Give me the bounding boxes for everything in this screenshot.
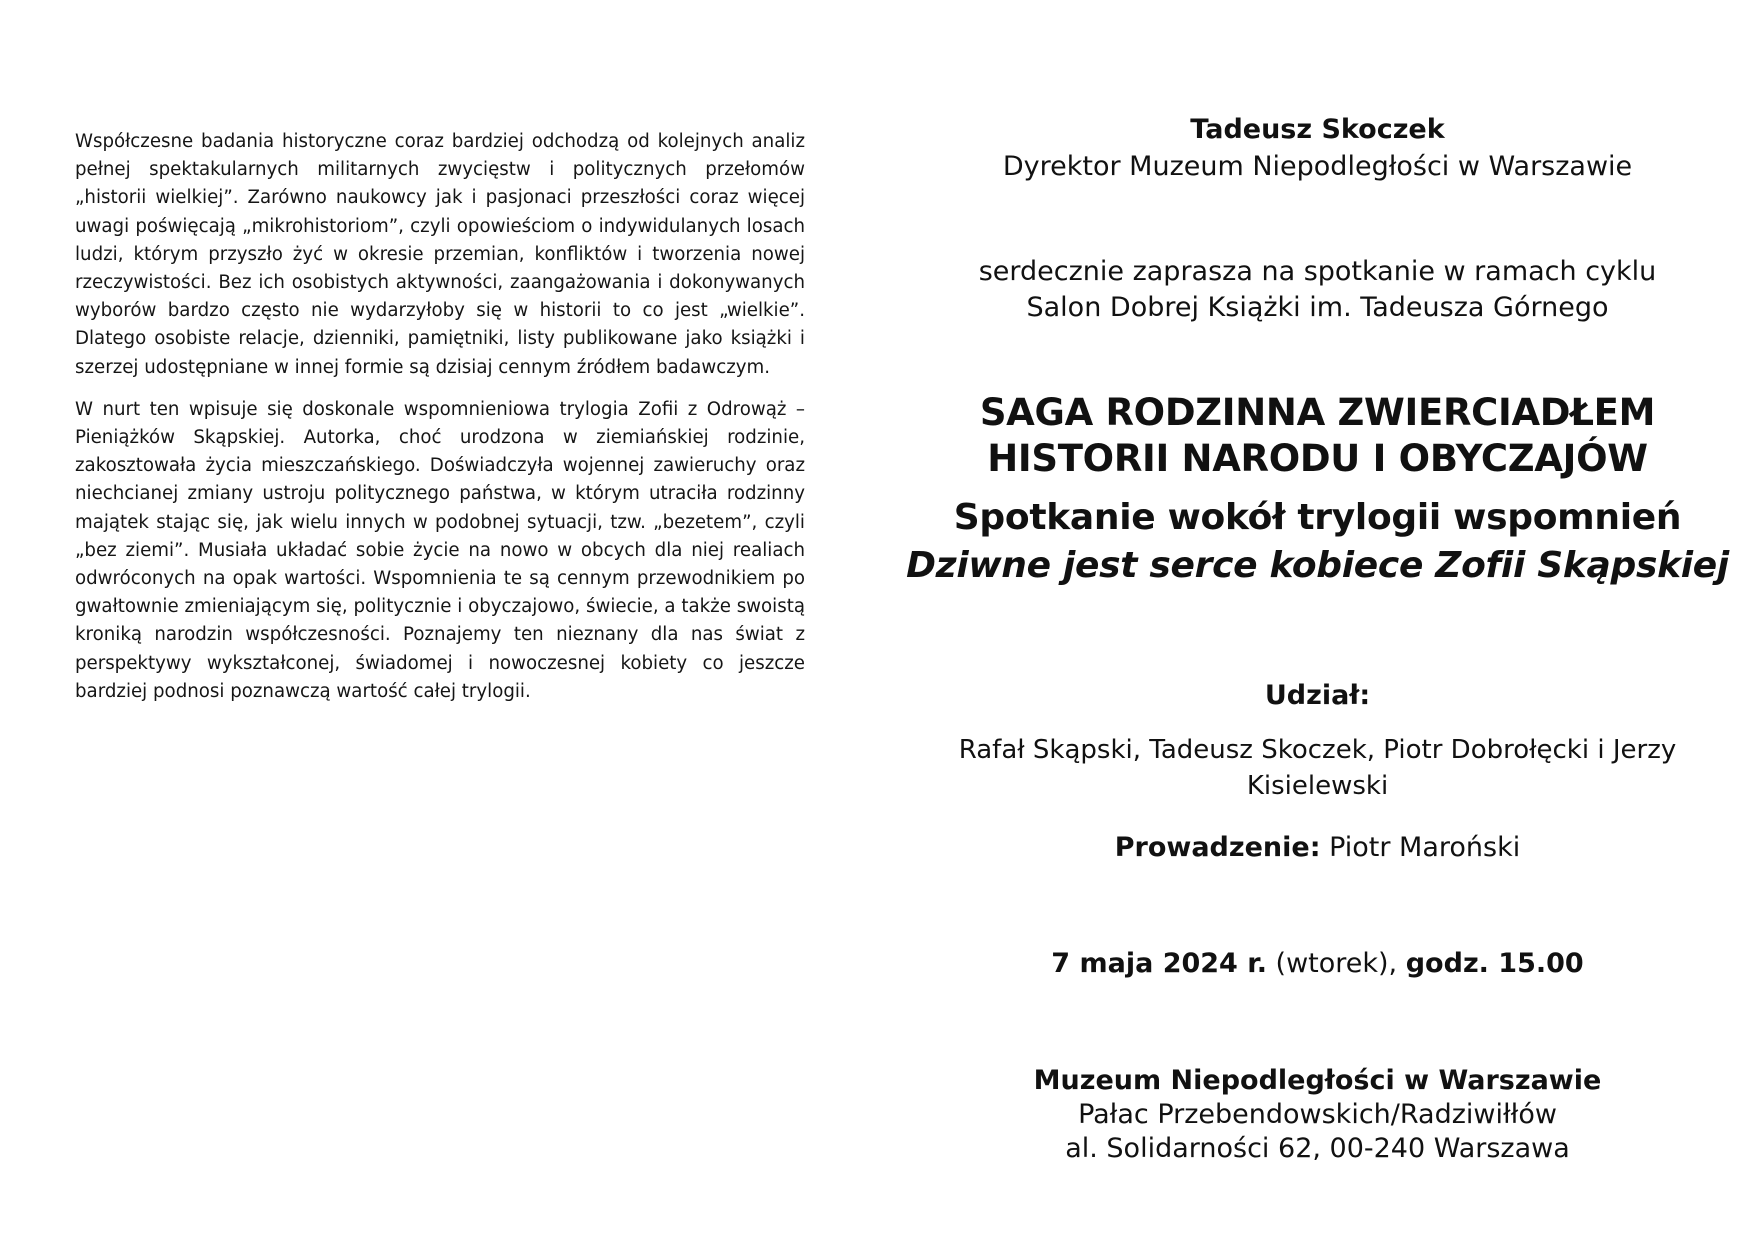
intro-text-column xyxy=(75,128,805,720)
event-weekday: (wtorek), xyxy=(1266,948,1406,979)
event-time: godz. 15.00 xyxy=(1405,948,1584,979)
venue-block xyxy=(905,1064,1730,1166)
moderator-name: Piotr Maroński xyxy=(1320,832,1521,863)
moderation-label: Prowadzenie: xyxy=(1114,832,1321,863)
moderation-line xyxy=(905,830,1730,866)
venue-address: al. Solidarności 62, 00-240 Warszawa xyxy=(1065,1133,1570,1164)
host-role: Dyrektor Muzeum Niepodległości w Warszawie xyxy=(1002,151,1633,182)
participants-list: Rafał Skąpski, Tadeusz Skoczek, Piotr Dobrołęcki i Jerzy Kisielewski xyxy=(958,735,1677,801)
invitation-text xyxy=(905,254,1730,326)
event-title xyxy=(905,390,1730,482)
intro-paragraph-1: Współczesne badania historyczne coraz bardziej odchodzą od kolejnych analiz pełnej spektakularnych militarnych zwycięstw i politycznych przełomów „historii wielkiej”. Zarówno naukowcy jak i pasjonaci przeszłości coraz więcej uwagi poświęcają „mikrohistoriom”, czyli opowieściom o indywidulanych losach ludzi, którym przyszło żyć w okresie przemian, konfliktów i tworzenia nowej rzeczywistości. Bez ich osobistych aktywności, zaangażowania i dokonywanych wyborów bardzo często nie wydarzyłoby się w historii to co jest „wielkie”. Dlatego osobiste relacje, dzienniki, pamiętniki, listy publikowane jako książki i szerzej udostępniane w innej formie są dzisiaj cennym źródłem badawczym. xyxy=(75,131,805,378)
event-title-line-2: HISTORII NARODU I OBYCZAJÓW xyxy=(987,437,1648,480)
participation-label: Udział: xyxy=(1264,680,1371,711)
venue-building: Pałac Przebendowskich/Radziwiłłów xyxy=(1078,1099,1557,1130)
event-date: 7 maja 2024 r. xyxy=(1051,948,1267,979)
host-name: Tadeusz Skoczek xyxy=(1190,114,1445,145)
invitation-line-1: serdecznie zaprasza na spotkanie w ramach cyklu xyxy=(978,256,1657,287)
event-date-line xyxy=(905,946,1730,982)
venue-name: Muzeum Niepodległości w Warszawie xyxy=(1033,1065,1602,1096)
invitation-column xyxy=(905,112,1730,1166)
invitation-line-2: Salon Dobrej Książki im. Tadeusza Górnego xyxy=(1026,292,1609,323)
event-subtitle: Spotkanie wokół trylogii wspomnień xyxy=(953,497,1682,538)
book-title: Dziwne jest serce kobiece Zofii Skąpskiej xyxy=(906,545,1729,586)
event-title-line-1: SAGA RODZINNA ZWIERCIADŁEM xyxy=(979,391,1656,434)
intro-paragraph-2: W nurt ten wpisuje się doskonale wspomnieniowa trylogia Zofii z Odrowąż – Pieniążków Skąpskiej. Autorka, choć urodzona w ziemiańskiej rodzinie, zakosztowała życia mieszczańskiego. Doświadczyła wojennej zawieruchy oraz niechcianej zmiany ustroju politycznego państwa, w którym utraciła rodzinny majątek stając się, jak wielu innych w podobnej sytuacji, tzw. „bezetem”, czyli „bez ziemi”. Musiała układać sobie życie na nowo w obcych dla niej realiach odwróconych na opak wartości. Wspomnienia te są cennym przewodnikiem po gwałtownie zmieniającym się, politycznie i obyczajowo, świecie, a także swoistą kroniką narodzin współczesności. Poznajemy ten nieznany dla nas świat z perspektywy wykształconej, świadomej i nowoczesnej kobiety co jeszcze bardziej podnosi poznawczą wartość całej trylogii. xyxy=(75,398,805,702)
